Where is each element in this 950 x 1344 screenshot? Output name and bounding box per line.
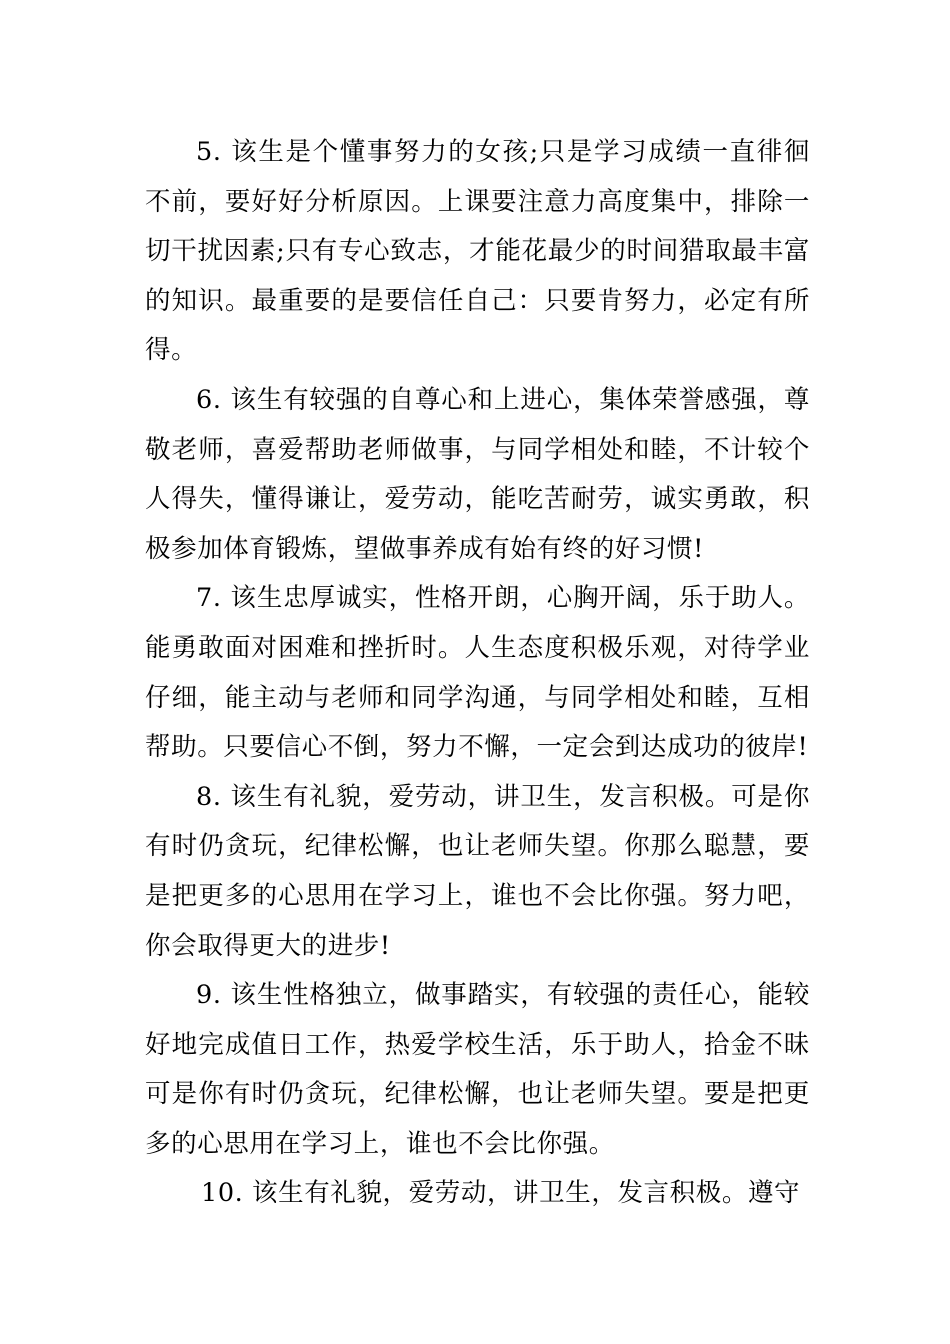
paragraph-6: 6. 该生有较强的自尊心和上进心，集体荣誉感强，尊敬老师，喜爱帮助老师做事，与同学相处和睦，不计较个人得失，懂得谦让，爱劳动，能吃苦耐劳，诚实勇敢，积极参加体育锻炼，望做事养成有始有终的好习惯! <box>145 384 810 564</box>
paragraph-7: 7. 该生忠厚诚实，性格开朗，心胸开阔，乐于助人。能勇敢面对困难和挫折时。人生态度积极乐观，对待学业仔细，能主动与老师和同学沟通，与同学相处和睦，互相帮助。只要信心不倒，努力不懈，一定会到达成功的彼岸! <box>145 583 810 763</box>
paragraph-9: 9. 该生性格独立，做事踏实，有较强的责任心，能较好地完成值日工作，热爱学校生活，乐于助人，拾金不昧可是你有时仍贪玩，纪律松懈，也让老师失望。要是把更多的心思用在学习上，谁也不会比你强。 <box>145 980 810 1159</box>
paragraph-10: 10. 该生有礼貌，爱劳动，讲卫生，发言积极。遵守 <box>201 1178 801 1209</box>
document-body <box>145 128 810 1219</box>
paragraph-8: 8. 该生有礼貌，爱劳动，讲卫生，发言积极。可是你有时仍贪玩，纪律松懈，也让老师失望。你那么聪慧，要是把更多的心思用在学习上，谁也不会比你强。努力吧，你会取得更大的进步! <box>145 781 810 961</box>
paragraph-5: 5. 该生是个懂事努力的女孩;只是学习成绩一直徘徊不前，要好好分析原因。上课要注意力高度集中，排除一切干扰因素;只有专心致志，才能花最少的时间猎取最丰富的知识。最重要的是要信任自己：只要肯努力，必定有所得。 <box>145 137 810 366</box>
